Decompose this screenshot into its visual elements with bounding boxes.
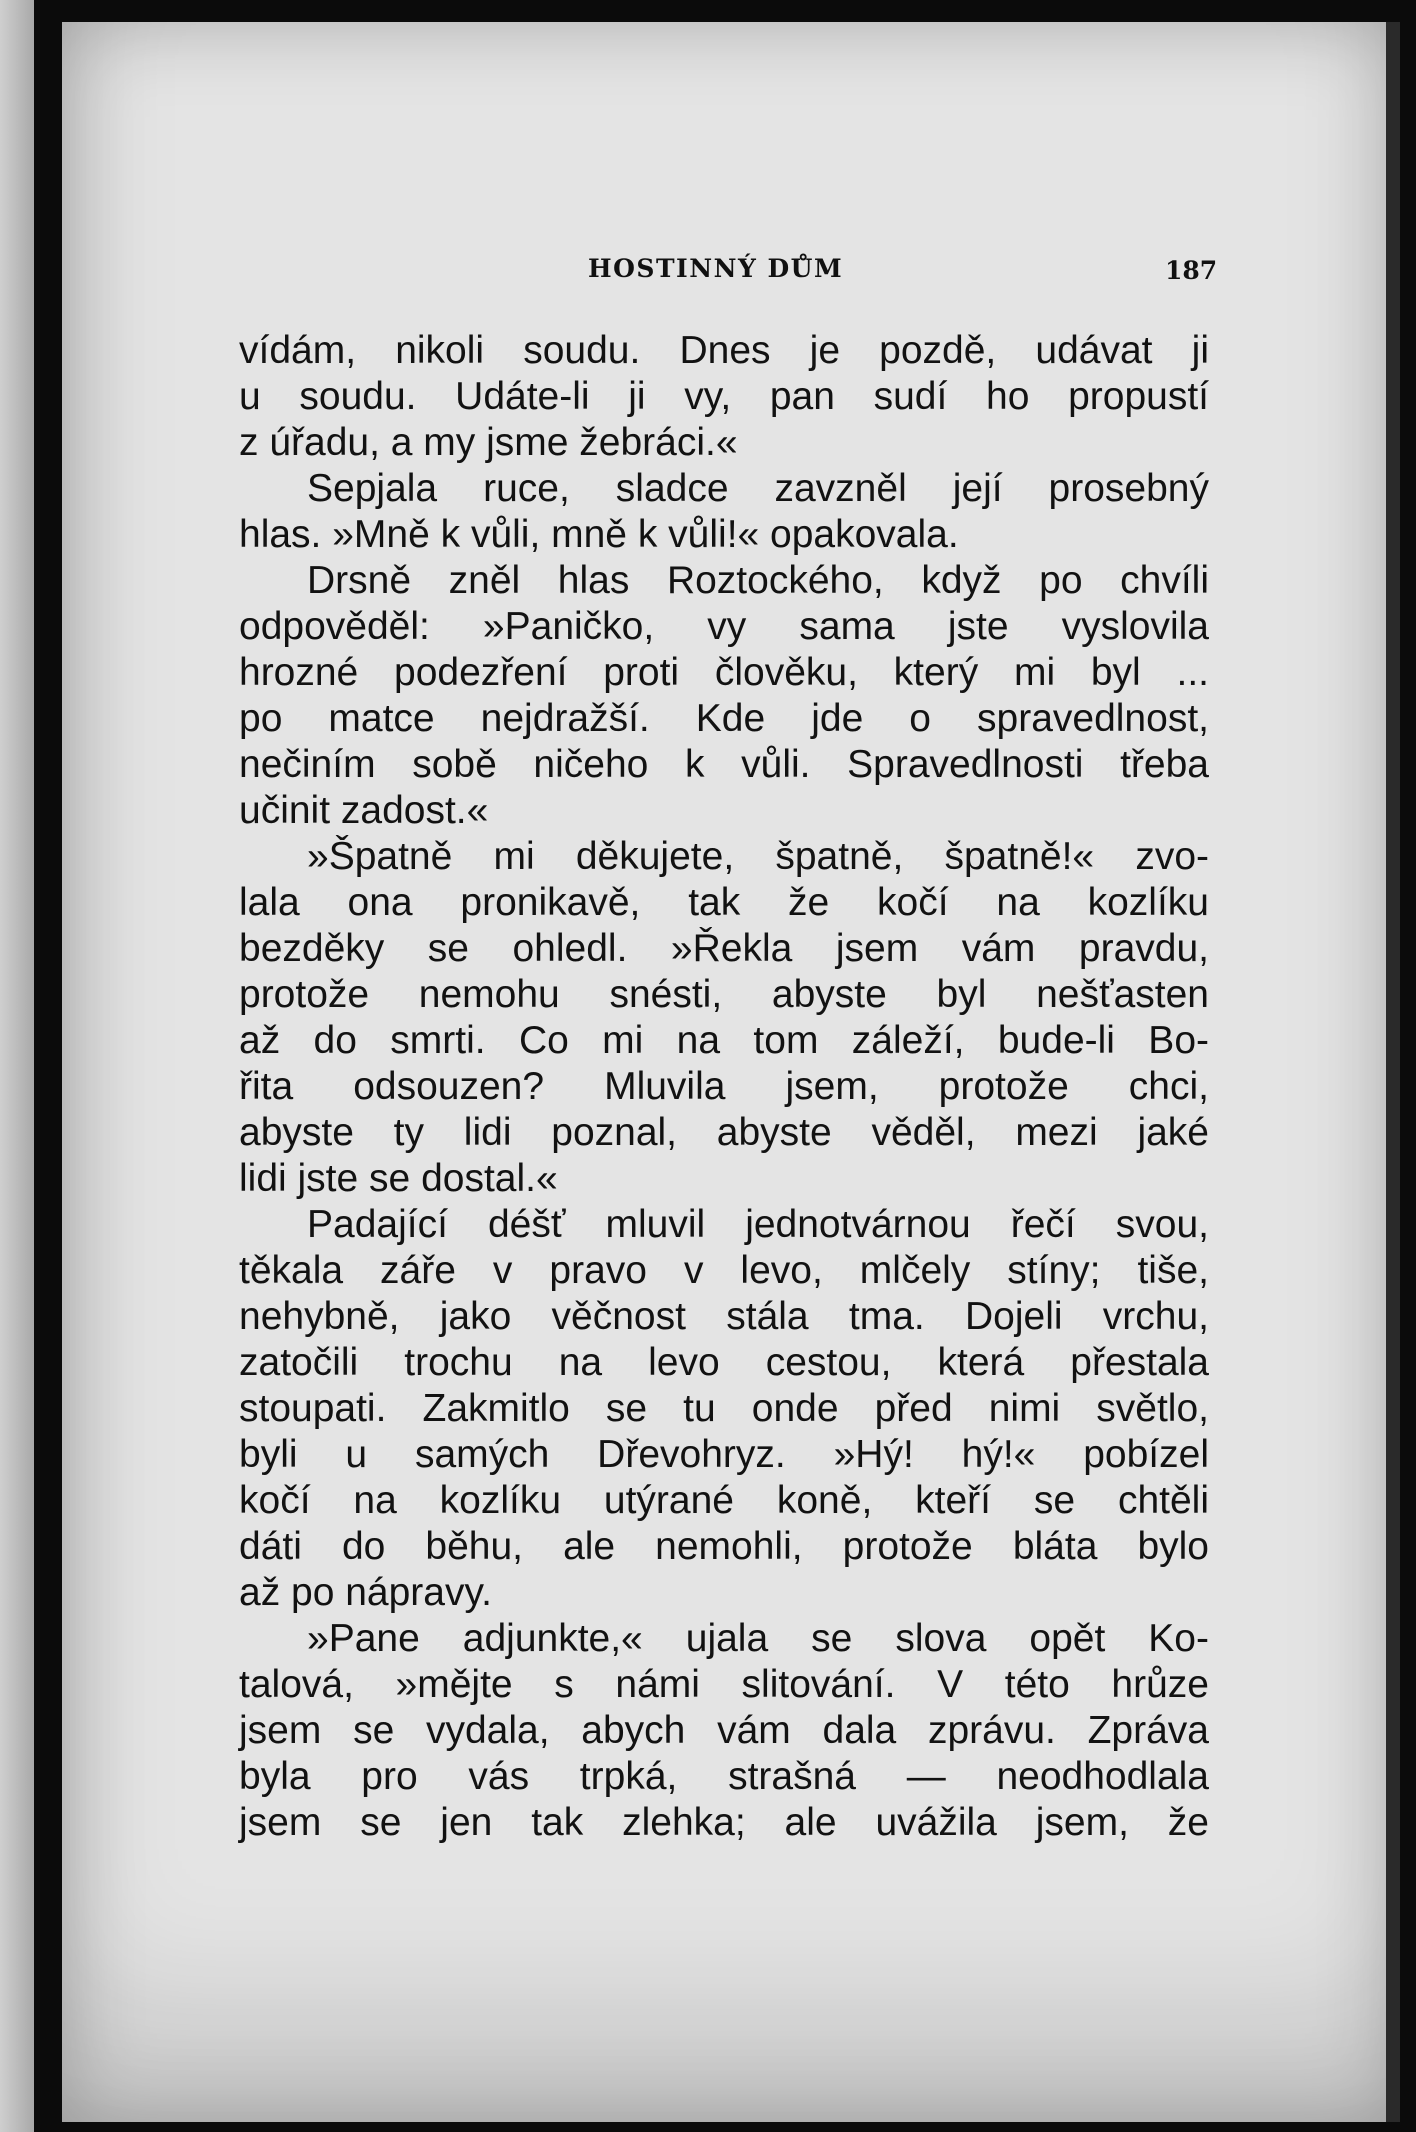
text-line: vídám, nikoli soudu. Dnes je pozdě, udávat ji xyxy=(239,329,1209,372)
text-line: u soudu. Udáte-li ji vy, pan sudí ho propustí xyxy=(239,375,1209,418)
text-line: po matce nejdražší. Kde jde o spravedlnost, xyxy=(239,697,1209,740)
text-line: kočí na kozlíku utýrané koně, kteří se chtěli xyxy=(239,1479,1209,1522)
text-line: Padající déšť mluvil jednotvárnou řečí svou, xyxy=(307,1203,1209,1246)
text-line: Drsně zněl hlas Roztockého, když po chvíli xyxy=(307,559,1209,602)
text-line: lidi jste se dostal.« xyxy=(239,1157,558,1200)
text-line: nečiním sobě ničeho k vůli. Spravedlnosti třeba xyxy=(239,743,1209,786)
text-line: nehybně, jako věčnost stála tma. Dojeli vrchu, xyxy=(239,1295,1209,1338)
text-line: »Špatně mi děkujete, špatně, špatně!« zvo- xyxy=(307,835,1209,878)
text-line: abyste ty lidi poznal, abyste věděl, mezi jaké xyxy=(239,1111,1209,1154)
text-line: zatočili trochu na levo cestou, která přestala xyxy=(239,1341,1209,1384)
text-line: lala ona pronikavě, tak že kočí na kozlíku xyxy=(239,881,1209,924)
text-line: těkala záře v pravo v levo, mlčely stíny; tiše, xyxy=(239,1249,1209,1292)
text-line: až do smrti. Co mi na tom záleží, bude-li Bo- xyxy=(239,1019,1209,1062)
text-line: řita odsouzen? Mluvila jsem, protože chci, xyxy=(239,1065,1209,1108)
text-line: dáti do běhu, ale nemohli, protože bláta bylo xyxy=(239,1525,1209,1568)
text-line: »Pane adjunkte,« ujala se slova opět Ko- xyxy=(307,1617,1209,1660)
page-right-edge xyxy=(1386,22,1400,2122)
text-line: byla pro vás trpká, strašná — neodhodlala xyxy=(239,1755,1209,1798)
text-line: hlas. »Mně k vůli, mně k vůli!« opakovala. xyxy=(239,513,959,556)
text-line: jsem se jen tak zlehka; ale uvážila jsem, že xyxy=(239,1801,1209,1844)
text-line: stoupati. Zakmitlo se tu onde před nimi světlo, xyxy=(239,1387,1209,1430)
text-line: odpověděl: »Paničko, vy sama jste vyslovila xyxy=(239,605,1209,648)
text-line: až po nápravy. xyxy=(239,1571,492,1614)
text-line: jsem se vydala, abych vám dala zprávu. Zpráva xyxy=(239,1709,1209,1752)
text-line: z úřadu, a my jsme žebráci.« xyxy=(239,421,738,464)
text-line: bezděky se ohledl. »Řekla jsem vám pravdu, xyxy=(239,927,1209,970)
running-title: HOSTINNÝ DŮM xyxy=(588,254,844,283)
text-line: Sepjala ruce, sladce zavzněl její prosebný xyxy=(307,467,1209,510)
text-line: talová, »mějte s námi slitování. V této hrůze xyxy=(239,1663,1209,1706)
page-number: 187 xyxy=(1165,256,1218,285)
text-line: hrozné podezření proti člověku, který mi byl ... xyxy=(239,651,1209,694)
text-line: byli u samých Dřevohryz. »Hý! hý!« pobízel xyxy=(239,1433,1209,1476)
text-line: protože nemohu snésti, abyste byl nešťasten xyxy=(239,973,1209,1016)
book-page xyxy=(62,22,1400,2122)
adjacent-page-edge xyxy=(0,0,34,2132)
text-line: učinit zadost.« xyxy=(239,789,489,832)
page-header xyxy=(62,254,1400,294)
body-text xyxy=(239,328,1209,1846)
